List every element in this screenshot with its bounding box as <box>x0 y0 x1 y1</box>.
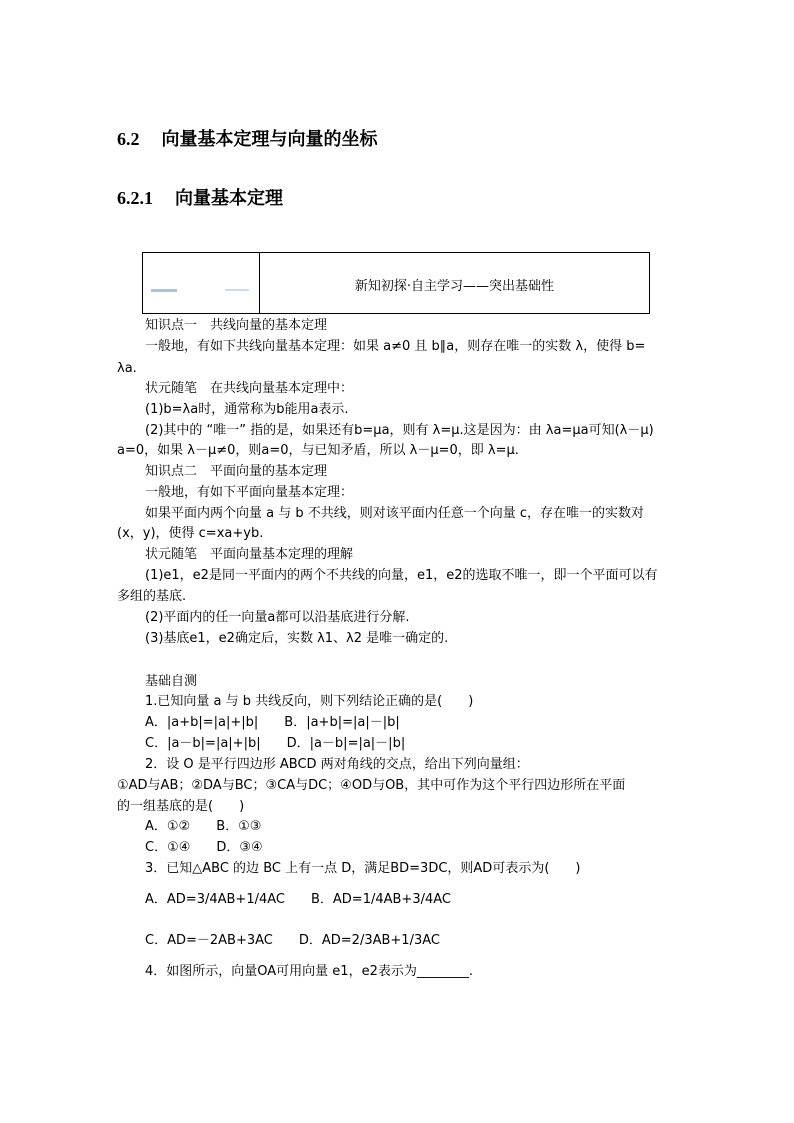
question-2-line: ①AD与AB；②DA与BC；③CA与DC；④OD与OB，其中可作为这个平行四边形所在平面 <box>117 778 626 793</box>
question-2-line: 的一组基底的是( ) <box>117 799 245 814</box>
knowledge-point-2-title: 知识点二 平面向量的基本定理 <box>145 464 328 479</box>
question-1-options-cd: C．|a－b|=|a|+|b| D．|a－b|=|a|－|b| <box>145 736 406 751</box>
section-number: 6.2 <box>117 129 140 149</box>
question-2: 2．设 O 是平行四边形 ABCD 两对角线的交点，给出下列向量组： <box>145 757 529 772</box>
note-line: (2)平面内的任一向量a都可以沿基底进行分解. <box>145 610 410 625</box>
self-test-title: 基础自测 <box>145 674 198 689</box>
note-line: (2)其中的 “唯一” 指的是，如果还有b=μa，则有 λ=μ.这是因为：由 λa=μa可知(λ－μ) <box>145 423 654 438</box>
note-title: 状元随笔 在共线向量基本定理中： <box>145 381 354 396</box>
note-line: (1)b=λa时，通常称为b能用a表示. <box>145 402 349 417</box>
note-line: a=0，如果 λ－μ≠0，则a=0，与已知矛盾，所以 λ－μ=0，即 λ=μ. <box>117 443 519 458</box>
section-heading <box>117 125 378 151</box>
subsection-number: 6.2.1 <box>117 188 153 208</box>
section-title: 向量基本定理与向量的坐标 <box>161 129 378 150</box>
decoration-line <box>225 289 249 291</box>
question-2-options-cd: C．①④ D．③④ <box>145 840 263 855</box>
question-1-options-ab: A．|a+b|=|a|+|b| B．|a+b|=|a|－|b| <box>145 715 400 730</box>
question-1: 1.已知向量 a 与 b 共线反向，则下列结论正确的是( ) <box>145 694 474 709</box>
question-4: 4．如图所示，向量OA可用向量 e1，e2表示为________. <box>145 964 473 979</box>
note-line: (1)e1，e2是同一平面内的两个不共线的向量，e1，e2的选取不唯一，即一个平面可以有 <box>145 568 658 583</box>
decoration-line <box>151 289 177 292</box>
section-banner <box>142 252 650 314</box>
subsection-heading <box>117 184 283 210</box>
subsection-title: 向量基本定理 <box>175 188 283 209</box>
question-3-options-ab: A．AD=3/4AB+1/4AC B．AD=1/4AB+3/4AC <box>145 892 451 907</box>
paragraph-line: (x，y)，使得 c=xa+yb. <box>117 526 264 541</box>
banner-title: 新知初探·自主学习——突出基础性 <box>354 279 555 294</box>
question-3: 3．已知△ABC 的边 BC 上有一点 D，满足BD=3DC，则AD可表示为( ) <box>145 861 581 876</box>
knowledge-point-1-title: 知识点一 共线向量的基本定理 <box>145 318 328 333</box>
paragraph-line: 一般地，有如下共线向量基本定理：如果 a≠0 且 b∥a，则存在唯一的实数 λ，使得 b= <box>145 339 646 354</box>
paragraph-line: λa. <box>117 361 137 376</box>
paragraph-line: 一般地，有如下平面向量基本定理： <box>145 485 354 500</box>
paragraph-line: 如果平面内两个向量 a 与 b 不共线，则对该平面内任意一个向量 c，存在唯一的实数对 <box>145 506 645 521</box>
note-title: 状元随笔 平面向量基本定理的理解 <box>145 547 354 562</box>
banner-decoration-cell <box>143 253 260 313</box>
question-2-options-ab: A．①② B．①③ <box>145 819 262 834</box>
note-line: 多组的基底. <box>117 589 187 604</box>
question-3-options-cd: C．AD=－2AB+3AC D．AD=2/3AB+1/3AC <box>145 933 440 948</box>
note-line: (3)基底e1，e2确定后，实数 λ1、λ2 是唯一确定的. <box>145 631 449 646</box>
